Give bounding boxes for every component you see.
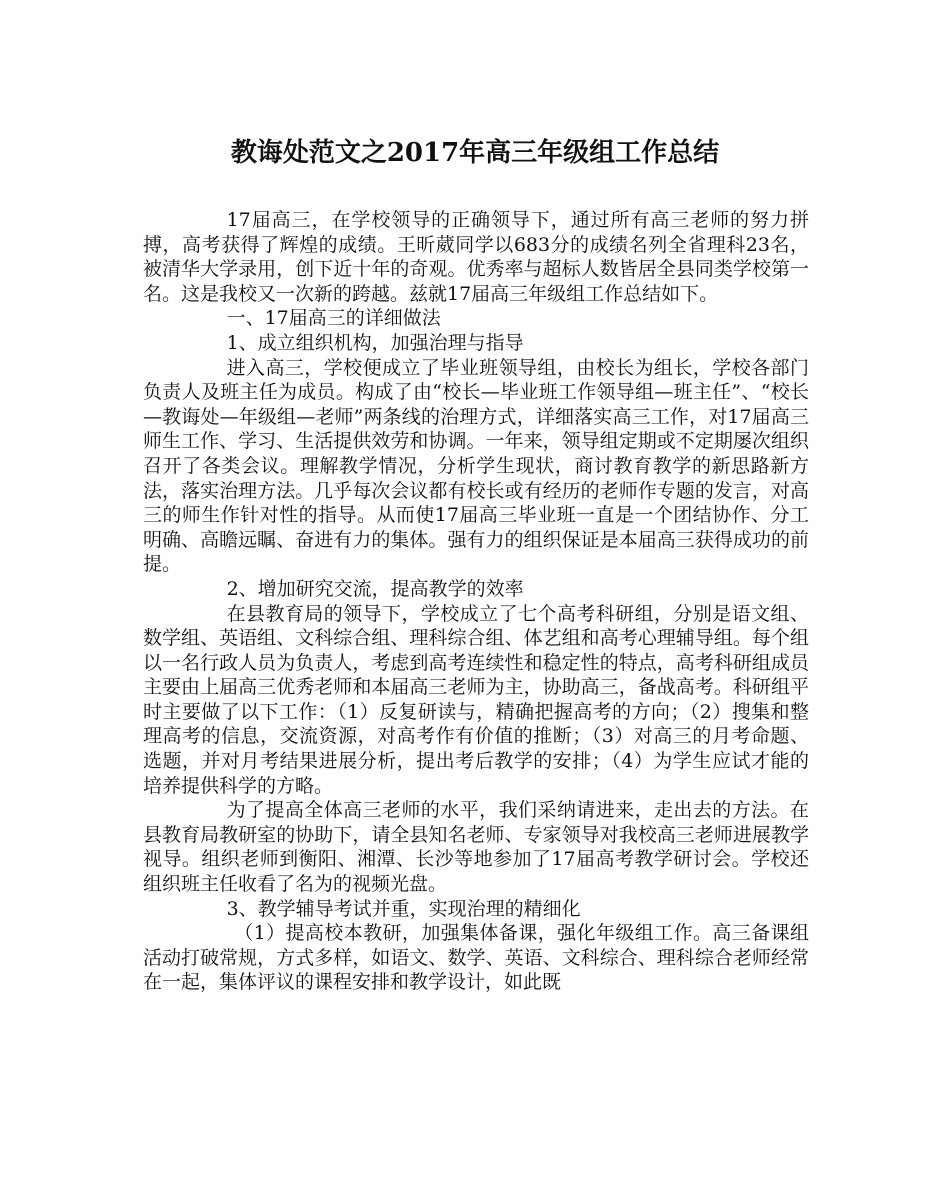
- document-title: 教诲处范文之2017年高三年级组工作总结: [230, 138, 720, 168]
- section-heading: 1、成立组织机构，加强治理与指导: [226, 331, 524, 354]
- body-paragraph: 在县教育局的领导下，学校成立了七个高考科研组，分别是语文组、数学组、英语组、文科综合组、理科综合组、体艺组和高考心理辅导组。每个组以一名行政人员为负责人，考虑到高考连续性和稳定性的特点，高考科研组成员主要由上届高三优秀老师和本届高三老师为主，协助高三，备战高考。科研组平时主要做了以下工作：（1）反复研读与，精确把握高考的方向；（2）搜集和整理高考的信息，交流资源，对高考作有价值的推断；（3）对高三的月考命题、选题，并对月考结果进展分析，提出考后教学的安排；（4）为学生应试才能的培养提供科学的方略。: [143, 602, 809, 797]
- body-paragraph: 为了提高全体高三老师的水平，我们采纳请进来，走出去的方法。在县教育局教研室的协助下，请全县知名老师、专家领导对我校高三老师进展教学视导。组织老师到衡阳、湘潭、长沙等地参加了17届高考教学研讨会。学校还组织班主任收看了名为的视频光盘。: [143, 799, 809, 896]
- section-heading: 3、教学辅导考试并重，实现治理的精细化: [226, 897, 581, 920]
- body-paragraph: 17届高三，在学校领导的正确领导下，通过所有高三老师的努力拼搏，高考获得了辉煌的成绩。王昕葳同学以683分的成绩名列全省理科23名，被清华大学录用，创下近十年的奇观。优秀率与超标人数皆居全县同类学校第一名。这是我校又一次新的跨越。兹就17届高三年级组工作总结如下。: [143, 209, 809, 305]
- document-body: [143, 208, 809, 995]
- section-heading: 2、增加研究交流，提高教学的效率: [226, 577, 524, 600]
- body-paragraph: （1）提高校本教研，加强集体备课，强化年级组工作。高三备课组活动打破常规，方式多样，如语文、数学、英语、文科综合、理科综合老师经常在一起，集体评议的课程安排和教学设计，如此既: [143, 922, 809, 994]
- section-heading: 一、17届高三的详细做法: [226, 307, 441, 330]
- body-paragraph: 进入高三，学校便成立了毕业班领导组，由校长为组长，学校各部门负责人及班主任为成员。构成了由“校长—毕业班工作领导组—班主任”、“校长—教诲处—年级组—老师”两条线的治理方式，详细落实高三工作，对17届高三师生工作、学习、生活提供效劳和协调。一年来，领导组定期或不定期屡次组织召开了各类会议。理解教学情况，分析学生现状，商讨教育教学的新思路新方法，落实治理方法。几乎每次会议都有校长或有经历的老师作专题的发言，对高三的师生作针对性的指导。从而使17届高三毕业班一直是一个团结协作、分工明确、高瞻远瞩、奋进有力的集体。强有力的组织保证是本届高三获得成功的前提。: [143, 356, 809, 576]
